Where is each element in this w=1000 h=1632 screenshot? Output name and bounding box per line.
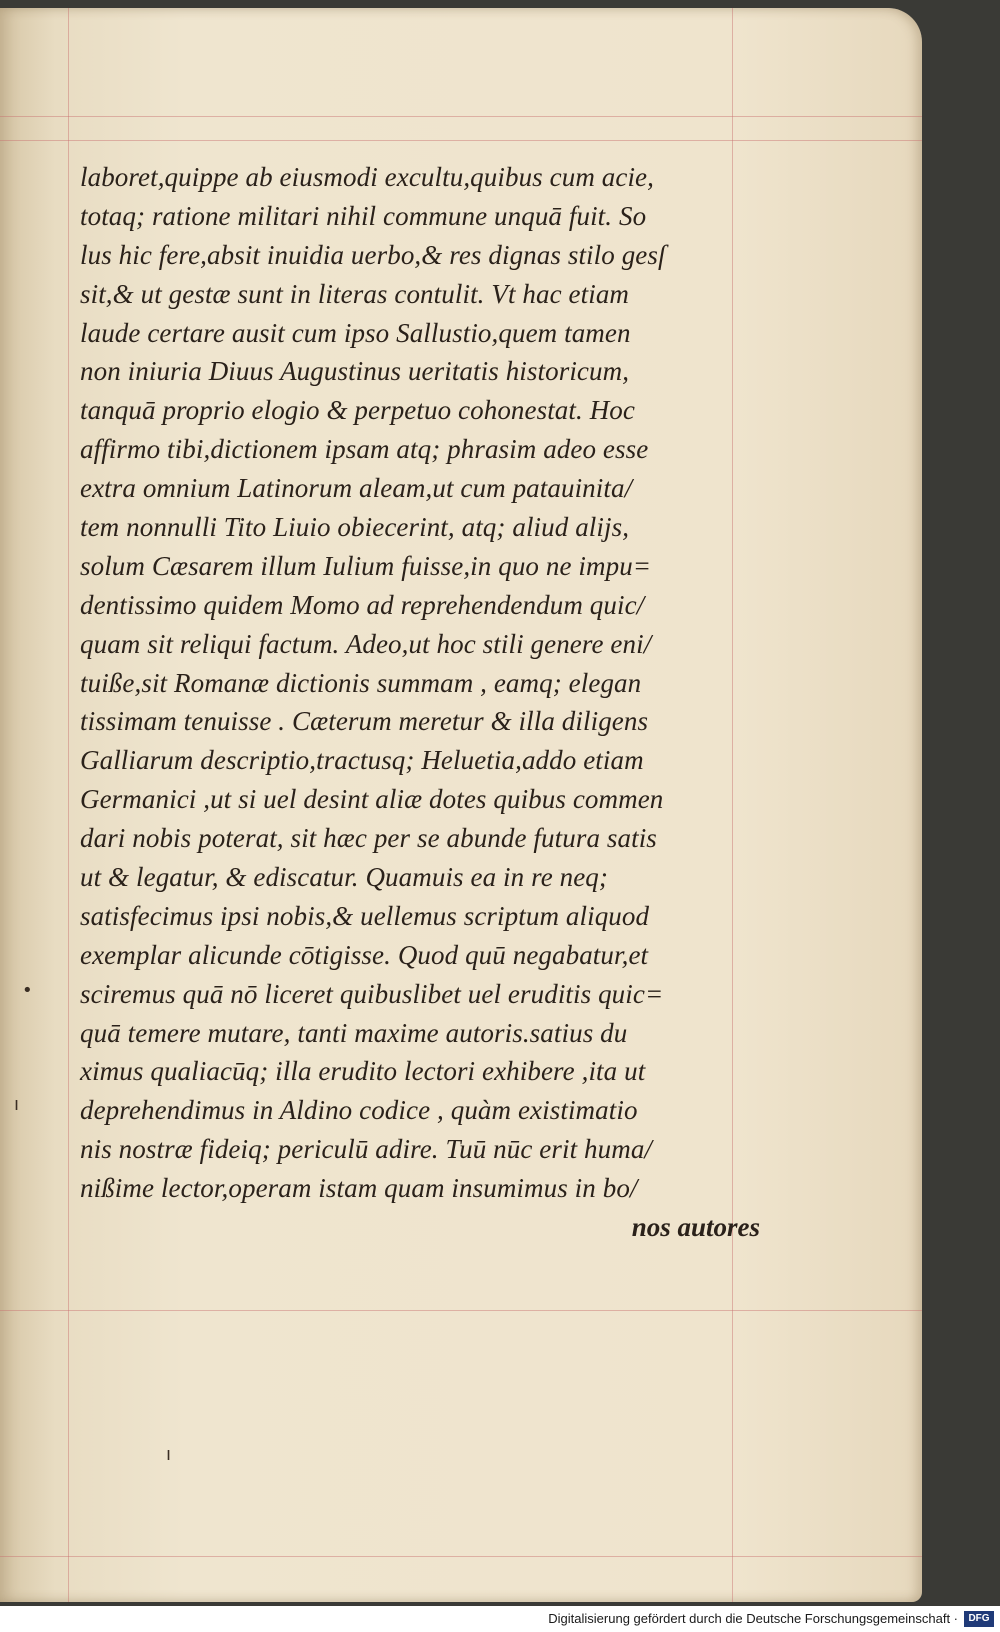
text-line: affirmo tibi,dictionem ipsam atq; phrasim adeo esse <box>80 434 649 465</box>
text-line: quam sit reliqui factum. Adeo,ut hoc stili genere eni/ <box>80 628 652 659</box>
text-line: totaq; ratione militari nihil commune unquā fuit. So <box>80 200 647 231</box>
text-line: tem nonnulli Tito Liuio obiecerint, atq; aliud alijs, <box>80 512 630 543</box>
funding-notice: Digitalisierung gefördert durch die Deutsche Forschungsgemeinschaft · <box>548 1611 958 1626</box>
text-line: exemplar alicunde cōtigisse. Quod quū negabatur,et <box>80 939 649 970</box>
text-line: nis nostræ fideiq; periculū adire. Tuū nūc erit huma/ <box>80 1134 653 1165</box>
ruling-line-top <box>0 116 922 117</box>
text-line: laboret,quippe ab eiusmodi excultu,quibus cum acie, <box>80 162 654 192</box>
margin-tick-mark: ı <box>166 1444 172 1465</box>
ruling-line-upper <box>0 140 922 141</box>
text-line: satisfecimus ipsi nobis,& uellemus scriptum aliquod <box>80 900 650 931</box>
text-line: deprehendimus in Aldino codice , quàm existimatio <box>80 1095 638 1126</box>
text-line: lus hic fere,absit inuidia uerbo,& res dignas stilo gesſ <box>80 239 666 270</box>
dfg-logo-icon: DFG <box>964 1611 994 1627</box>
text-line: tanquā proprio elogio & perpetuo cohonestat. Hoc <box>80 395 635 426</box>
text-line: laude certare ausit cum ipso Sallustio,quem tamen <box>80 317 631 348</box>
digitization-footer <box>0 1608 1000 1632</box>
ruling-line-left <box>68 8 69 1602</box>
text-line: Germanici ,ut si uel desint aliæ dotes quibus commen <box>80 784 664 815</box>
text-line: non iniuria Diuus Augustinus ueritatis historicum, <box>80 356 630 387</box>
ruling-line-bottom <box>0 1556 922 1557</box>
margin-dot-mark: • <box>22 980 33 1001</box>
text-line: dari nobis poterat, sit hæc per se abunde futura satis <box>80 823 657 854</box>
text-line: nißime lector,operam istam quam insumimus in bo/ <box>80 1173 638 1204</box>
text-line: sciremus quā nō liceret quibuslibet uel eruditis quic= <box>80 978 664 1009</box>
book-page <box>0 8 922 1602</box>
text-line: tuiße,sit Romanæ dictionis summam , eamq; elegan <box>80 667 642 698</box>
ruling-line-lower <box>0 1310 922 1311</box>
text-line: sit,& ut gestæ sunt in literas contulit. Vt hac etiam <box>80 278 630 309</box>
text-line: tissimam tenuisse . Cæterum meretur & illa diligens <box>80 706 649 737</box>
text-line: quā temere mutare, tanti maxime autoris.satius du <box>80 1017 628 1048</box>
text-line: extra omnium Latinorum aleam,ut cum patauinita/ <box>80 473 633 504</box>
catchword: nos autores <box>631 1212 760 1243</box>
body-text <box>80 158 760 1247</box>
text-line: ut & legatur, & ediscatur. Quamuis ea in re neq; <box>80 862 609 893</box>
text-line: ximus qualiacūq; illa erudito lectori exhibere ,ita ut <box>80 1056 646 1087</box>
text-line: dentissimo quidem Momo ad reprehendendum quic/ <box>80 589 645 620</box>
text-line: solum Cæsarem illum Iulium fuisse,in quo ne impu= <box>80 550 652 581</box>
margin-tick-mark: ı <box>14 1094 20 1115</box>
text-line: Galliarum descriptio,tractusq; Heluetia,addo etiam <box>80 745 644 776</box>
